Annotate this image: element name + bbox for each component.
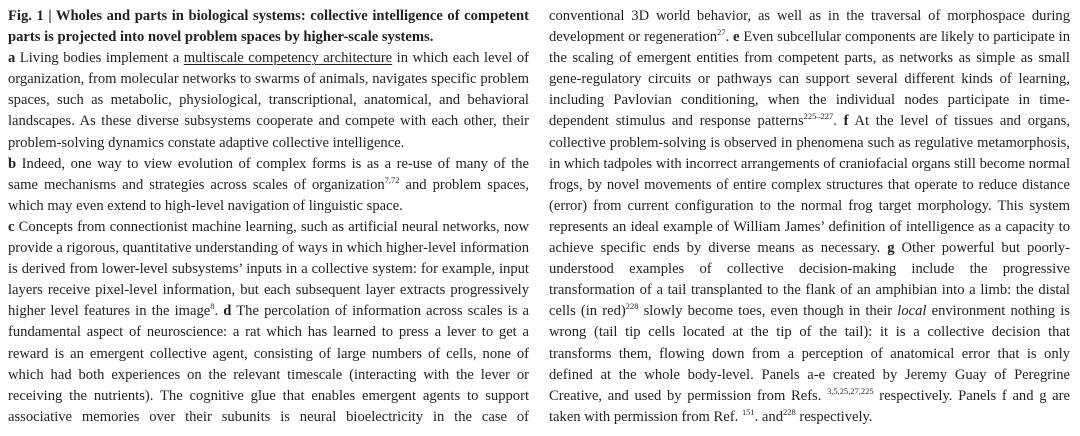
panel-d-ref[interactable]: 27 xyxy=(717,27,726,38)
panel-e-text-pre: Even subcellular components are likely to participate in the scaling of emergent entities from competent parts, as networks as simple as small gene-regulatory circuits or pathways can support several different kinds of learning, including Pavlovian conditioning, when the individual nodes participate in time-dependent stimulus and response patterns xyxy=(549,29,1070,130)
panel-d-letter: d xyxy=(223,303,232,320)
panel-c-text-post: . xyxy=(214,303,219,320)
panel-a-text-post: in which each level of organization, from molecular networks to swarms of animals, navigates specific problem spaces, such as metabolic, physiological, transcriptional, anatomical, and behavioral landscapes. As these diverse subsystems cooperate and compete with each other, their problem-solving dynamics constate adaptive collective intelligence. xyxy=(8,50,529,151)
panel-g-letter: g xyxy=(887,240,895,257)
figure-label: Fig. 1 | Wholes and parts in biological systems: collective intelligence of competent parts is projected into novel problem spaces by higher-scale systems. xyxy=(8,8,529,46)
caption-column-left xyxy=(8,6,1070,436)
panel-e-text-post: . xyxy=(833,113,837,130)
panel-d-text-pre: The percolation of information across scales is a fundamental aspect of neuroscience: a rat which has learned to press a lever to get a reward is an emergent collective agent, consisting of large numbers of cells, none of which had both experiences on the relevant timescale (interacting with the lever or receiving the nutrients). The cognitive glue that enables emergent agents to support associative memories over their subunits is neural bioelectricity in the case of conventional 3D world behavior, as well as in the traversal of morphospace during development or regeneration xyxy=(8,8,1070,425)
panel-b-text-post: and problem spaces, which may even extend to high-level navigation of linguistic space. xyxy=(8,176,529,214)
panel-g-text-post: environment nothing is wrong (tail tip cells located at the tip of the tail): it is a collective decision that transforms them, flowing down from a perception of anatomical error that is only defined at the whole body-level. Panels a-e created by Jeremy Guay of Peregrine Creative, and used by permission from Refs. xyxy=(549,303,1070,404)
panel-g-text-mid: slowly become toes, even though in their xyxy=(638,303,898,320)
panel-a-text-pre: Living bodies implement a xyxy=(15,50,184,67)
panel-g-text-post2: respectively. Panels f and g are taken with permission from Ref. xyxy=(549,387,1070,425)
panel-f-letter: f xyxy=(843,113,849,130)
panel-e-ref[interactable]: 225–227 xyxy=(803,111,834,122)
panel-g-text-post4: respectively. xyxy=(795,408,873,425)
panel-e-letter: e xyxy=(733,29,740,46)
panel-g-text-pre: Other powerful but poorly-understood examples of collective decision-making include the progressive transformation of a tail transplanted to the flank of an amphibian into a limb: the distal cells (in red) xyxy=(549,240,1070,320)
panel-b-ref[interactable]: 7,72 xyxy=(384,174,400,185)
panel-c-text-pre: Concepts from connectionist machine learning, such as artificial neural networks, now provide a rigorous, quantitative understanding of ways in which higher-level information is derived from lower-level subsystems’ inputs in a collective system: for example, input layers receive pixel-level information, but each subsequent layer extracts progressively higher level features in the image xyxy=(8,218,529,320)
panel-c-ref[interactable]: 8 xyxy=(210,301,215,312)
panel-a-letter: a xyxy=(8,50,16,67)
panel-d-text-post: . xyxy=(725,29,730,46)
panel-g-text-post3: . and xyxy=(754,408,783,425)
panel-f-text: At the level of tissues and organs, collective problem-solving is observed in phenomena such as regulative metamorphosis, in which tadpoles with incorrect arrangements of craniofacial organs still become normal frogs, by novel movements of entire complex structures that operate to reduce distance (error) from current configuration to the normal frog target morphology. This system represents an ideal example of William James’ definition of intelligence as a capacity to achieve specific ends by diverse means as necessary. xyxy=(549,113,1070,257)
panel-g-ref[interactable]: 228 xyxy=(625,301,639,312)
caption-paragraph-left xyxy=(8,6,1070,436)
panel-g-italic-word: local xyxy=(897,303,927,320)
panel-b-letter: b xyxy=(8,155,17,172)
panel-g-refs-credits[interactable]: 3,5,25,27,225 xyxy=(827,385,874,396)
panel-g-ref-228[interactable]: 228 xyxy=(783,406,796,417)
panel-c-letter: c xyxy=(8,218,15,235)
panel-b-text-pre: Indeed, one way to view evolution of complex forms is as a re-use of many of the same mechanisms and strategies across scales of organization xyxy=(8,155,529,193)
panel-g-ref-151[interactable]: 151 xyxy=(741,406,755,417)
multiscale-competency-link[interactable]: multiscale competency architecture xyxy=(183,50,393,67)
